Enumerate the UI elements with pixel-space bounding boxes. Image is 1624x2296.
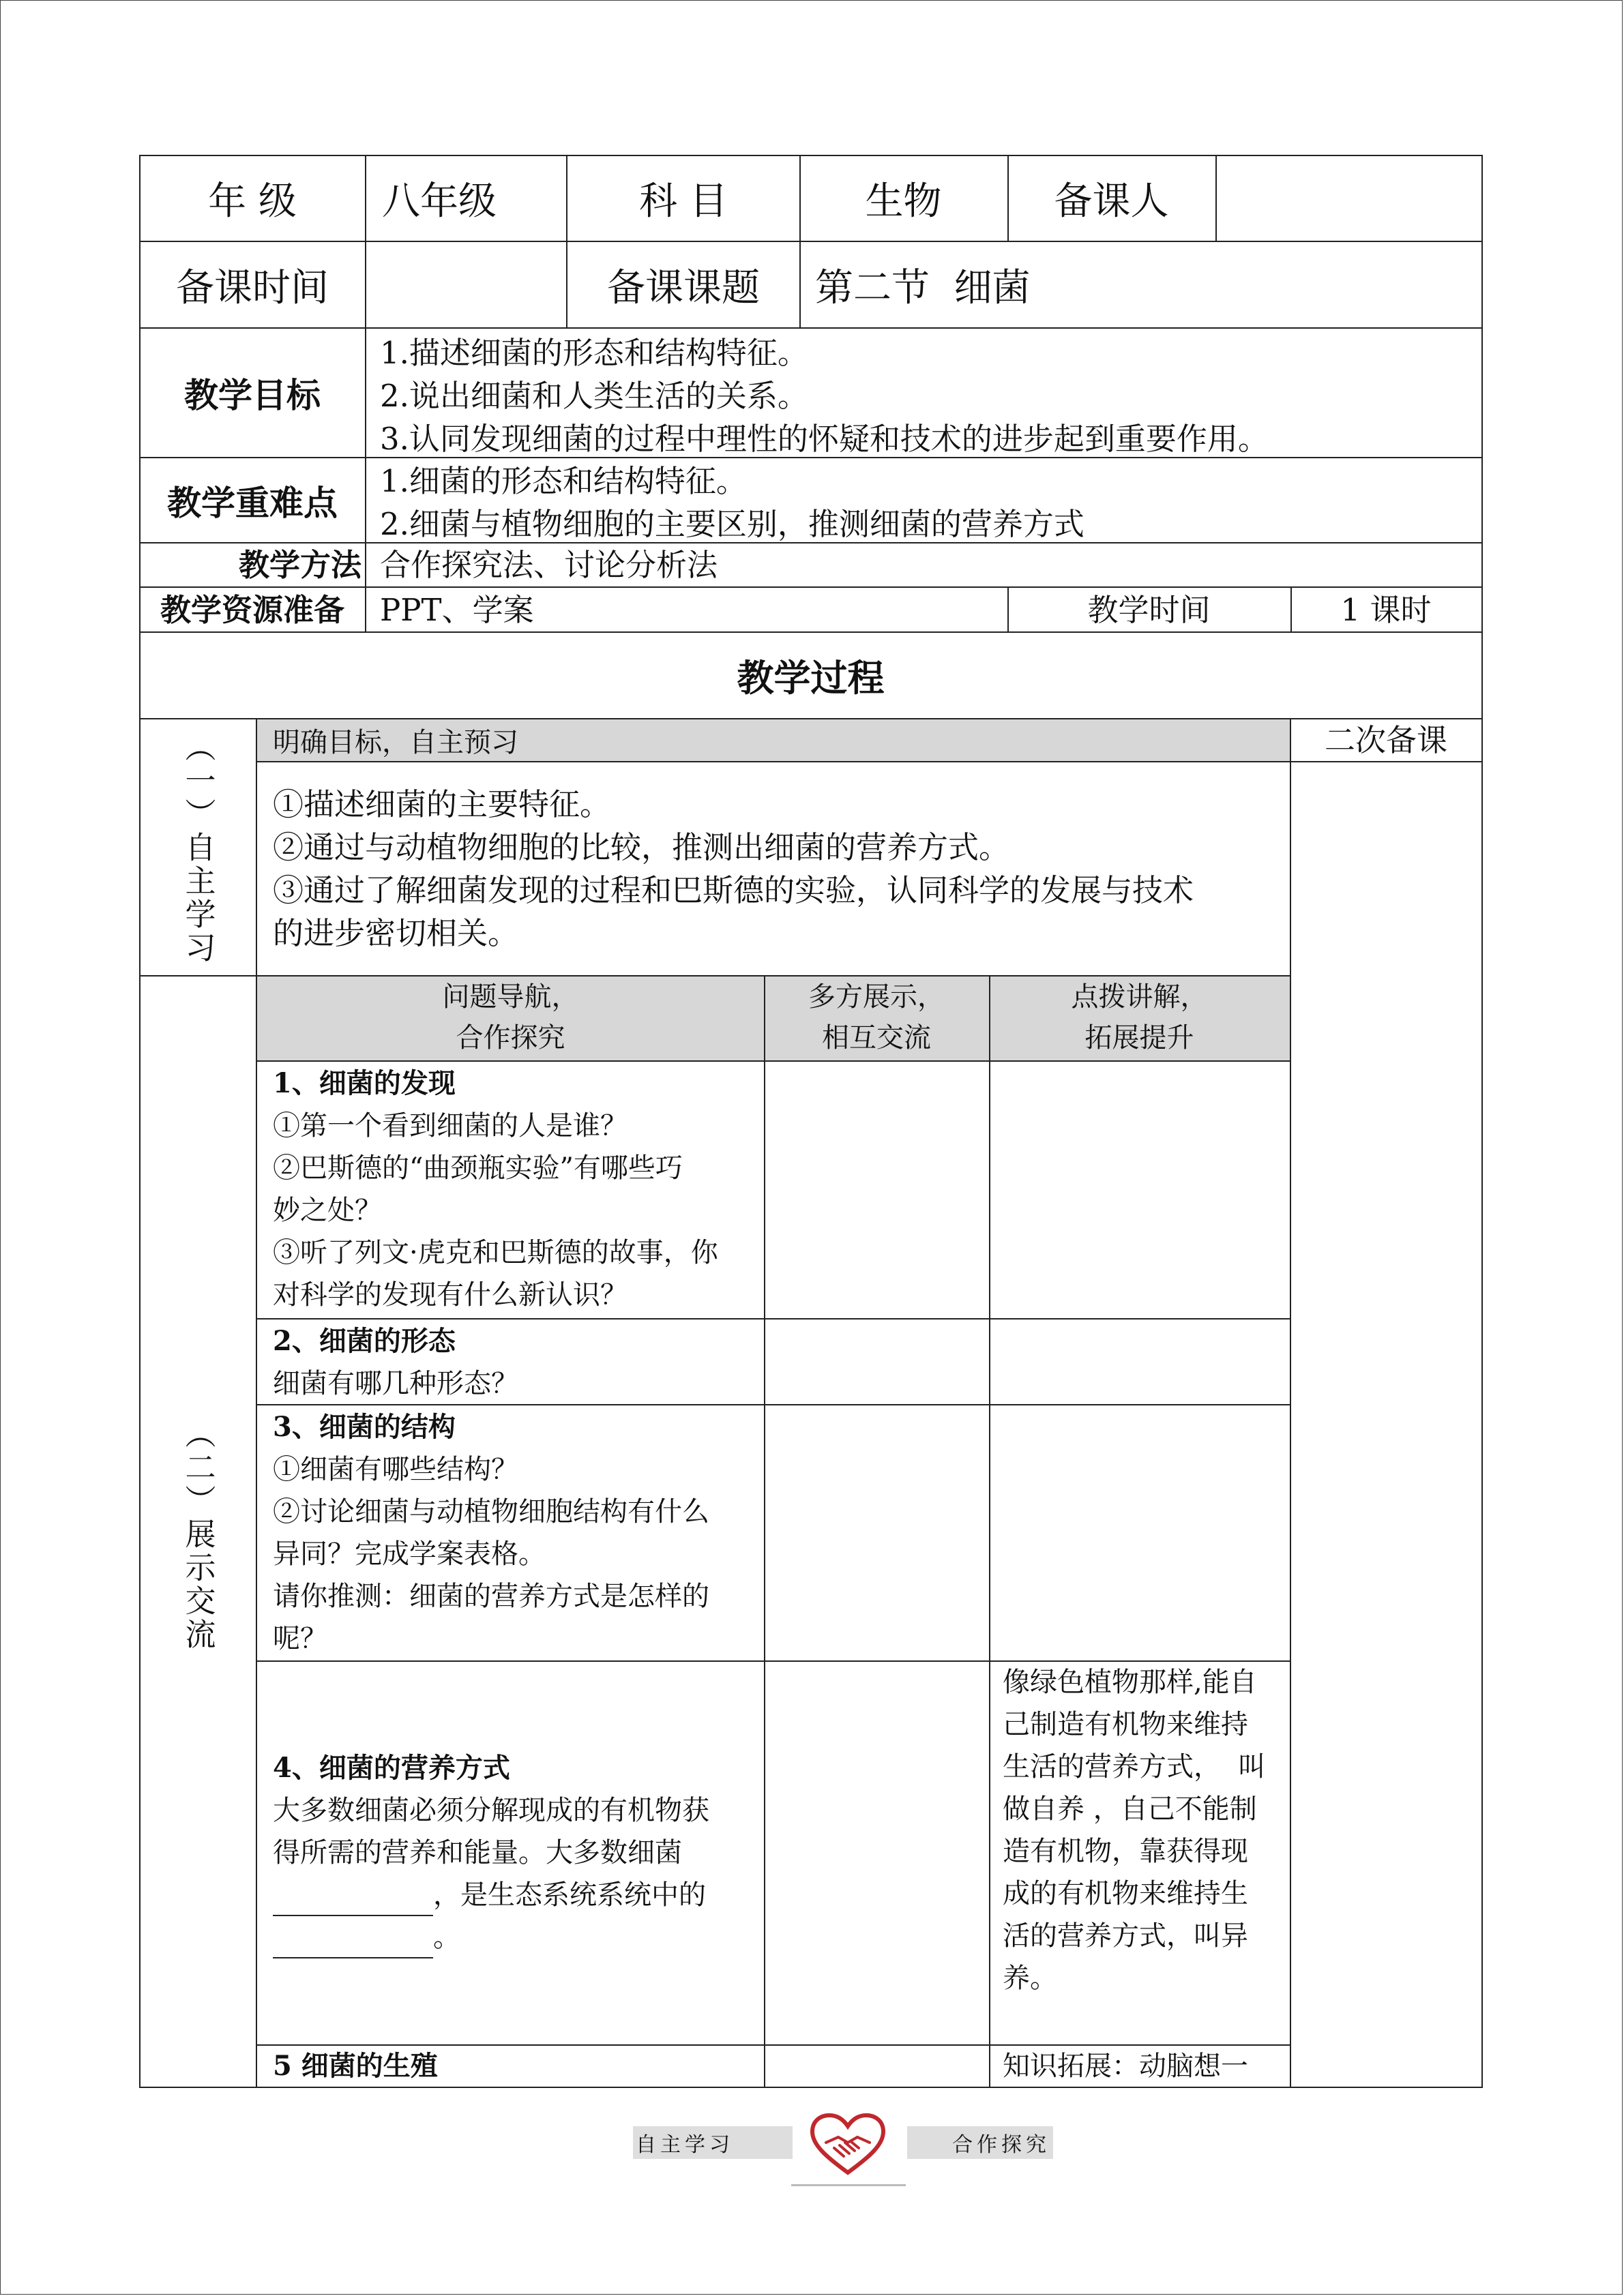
col-header-line: 合作探究: [456, 1022, 565, 1054]
table-border: [140, 155, 1483, 156]
question-title: 1、细菌的发现: [273, 1067, 456, 1099]
section2-label-text: （二）展示交流: [179, 1417, 216, 1652]
row-divider: [140, 718, 1483, 719]
footer-left-label: 自主学习: [633, 2126, 793, 2159]
question-title: 3、细菌的结构: [273, 1411, 456, 1443]
col-divider: [1007, 586, 1009, 632]
goal-item: ③通过了解细菌发现的过程和巴斯德的实验，认同科学的发展与技术: [273, 872, 1194, 908]
row-divider: [140, 586, 1483, 588]
resources-value: PPT、学案: [380, 591, 534, 628]
preparer-label: 备课人: [1054, 179, 1169, 224]
note-line: 造有机物，靠获得现: [1003, 1836, 1248, 1867]
objective-item: 1.描述细菌的形态和结构特征。: [380, 335, 808, 371]
note-line: 活的营养方式，叫异: [1003, 1920, 1248, 1952]
col-header-explain: [989, 976, 1290, 1060]
section1-heading: 明确目标，自主预习: [273, 727, 518, 758]
col-header-line: 问题导航，: [442, 981, 579, 1013]
col-divider: [989, 975, 990, 2087]
handshake-heart-icon: [807, 2113, 889, 2177]
goal-item: ②通过与动植物细胞的比较，推测出细菌的营养方式。: [273, 829, 1010, 865]
key-points-label: 教学重难点: [167, 482, 338, 523]
teaching-time-value: 1 课时: [1340, 591, 1432, 628]
row-divider: [140, 542, 1483, 543]
grade-label: 年 级: [208, 179, 297, 224]
table-border: [139, 155, 141, 2088]
objective-item: 2.说出细菌和人类生活的关系。: [380, 378, 808, 414]
col-divider: [1290, 718, 1291, 2087]
row-divider: [140, 457, 1483, 458]
footer-underline: [791, 2184, 906, 2186]
question-4: [273, 1747, 750, 1958]
subject-label: 科 目: [639, 179, 728, 224]
note-line: 做自养 ，自己不能制: [1003, 1793, 1257, 1825]
table-border: [1481, 155, 1483, 2088]
col-header-display: [764, 976, 989, 1060]
row-divider: [257, 1318, 1291, 1320]
question-text: ，是生态系统系统中的: [433, 1879, 706, 1911]
method-value: 合作探究法、讨论分析法: [380, 547, 718, 583]
question-text: 。: [433, 1922, 460, 1953]
row-divider: [257, 1404, 1291, 1405]
question-line: 得所需的营养和能量。大多数细菌: [273, 1837, 682, 1868]
col-divider: [365, 155, 366, 632]
question-line: [273, 1874, 750, 1916]
method-label: 教学方法: [238, 547, 361, 583]
col-divider: [1290, 586, 1292, 632]
key-point-item: 1.细菌的形态和结构特征。: [380, 463, 747, 499]
row-divider: [257, 761, 1483, 762]
process-title: 教学过程: [737, 656, 885, 700]
question-line: 异同？完成学案表格。: [273, 1538, 546, 1570]
note-line: 生活的营养方式， 叫: [1003, 1751, 1266, 1783]
question-line: 妙之处？: [273, 1195, 382, 1226]
question-line: [273, 1916, 750, 1958]
topic-value: 第二节 细菌: [815, 265, 1031, 310]
row-divider: [140, 241, 1483, 242]
question-line: ②巴斯德的“曲颈瓶实验”有哪些巧: [273, 1152, 683, 1184]
fill-blank[interactable]: [273, 1885, 433, 1916]
time-value: [382, 242, 566, 327]
col-header-problem: [257, 976, 764, 1060]
row-divider: [140, 975, 1291, 976]
resources-label: 教学资源准备: [160, 591, 344, 628]
question-1: [273, 1062, 750, 1316]
question-line: 请你推测：细菌的营养方式是怎样的: [273, 1581, 709, 1612]
objectives-label: 教学目标: [184, 375, 321, 415]
question-line: 对科学的发现有什么新认识？: [273, 1279, 628, 1311]
col-divider: [256, 718, 257, 2087]
preparer-value: [1215, 155, 1481, 241]
footer-right-label: 合作探究: [907, 2126, 1053, 2159]
grade-value: 八年级: [382, 179, 497, 224]
section1-label: [140, 721, 256, 974]
objective-item: 3.认同发现细菌的过程中理性的怀疑和技术的进步起到重要作用。: [380, 421, 1269, 457]
question-line: ②讨论细菌与动植物细胞结构有什么: [273, 1496, 709, 1527]
row-divider: [140, 327, 1483, 329]
time-label: 备课时间: [176, 265, 329, 310]
question-line: ①细菌有哪些结构？: [273, 1454, 518, 1485]
goal-item: ①描述细菌的主要特征。: [273, 786, 611, 822]
col-header-line: 相互交流: [822, 1022, 931, 1054]
col-header-line: 拓展提升: [1084, 1022, 1194, 1054]
q4-explanation: [1003, 1661, 1286, 1999]
objectives-list: [380, 331, 1478, 460]
col-divider: [764, 975, 765, 2087]
note-line: 像绿色植物那样,能自: [1003, 1667, 1257, 1698]
second-prep-label: 二次备课: [1324, 722, 1447, 758]
section1-label-text: （一）自主学习: [179, 730, 216, 965]
row-divider: [257, 1660, 1291, 1662]
teaching-time-label: 教学时间: [1087, 591, 1211, 628]
question-line: 大多数细菌必须分解现成的有机物获: [273, 1795, 709, 1826]
note-line: 成的有机物来维持生: [1003, 1878, 1248, 1909]
note-line: 己制造有机物来维持: [1003, 1709, 1248, 1740]
col-header-line: 多方展示，: [808, 981, 945, 1013]
row-divider: [140, 631, 1483, 633]
key-points-list: [380, 460, 1478, 546]
col-header-line: 点拨讲解，: [1071, 981, 1208, 1013]
subject-value: 生物: [865, 179, 942, 224]
row-divider: [257, 1060, 1291, 1062]
question-5-title: 5 细菌的生殖: [273, 2050, 438, 2082]
question-title: 2、细菌的形态: [273, 1325, 456, 1357]
question-3: [273, 1406, 750, 1660]
question-line: 细菌有哪几种形态？: [273, 1368, 518, 1399]
goal-item: 的进步密切相关。: [273, 915, 519, 951]
question-2: [273, 1320, 750, 1405]
section1-goals: [273, 783, 1282, 955]
question-title: 4、细菌的营养方式: [273, 1752, 510, 1784]
col-divider: [1007, 155, 1009, 241]
col-divider: [799, 155, 801, 327]
q5-note: 知识拓展：动脑想一: [1003, 2051, 1248, 2082]
table-border: [140, 2087, 1483, 2088]
question-line: 呢？: [273, 1623, 327, 1654]
col-divider: [566, 155, 567, 327]
row-divider: [257, 2044, 1291, 2046]
key-point-item: 2.细菌与植物细胞的主要区别，推测细菌的营养方式: [380, 506, 1084, 542]
section2-label: [140, 1398, 256, 1671]
fill-blank[interactable]: [273, 1927, 433, 1958]
col-divider: [1215, 155, 1217, 241]
question-line: ①第一个看到细菌的人是谁？: [273, 1110, 628, 1142]
topic-label: 备课课题: [607, 265, 760, 310]
question-line: ③听了列文·虎克和巴斯德的故事，你: [273, 1237, 718, 1268]
note-line: 养。: [1003, 1963, 1057, 1994]
